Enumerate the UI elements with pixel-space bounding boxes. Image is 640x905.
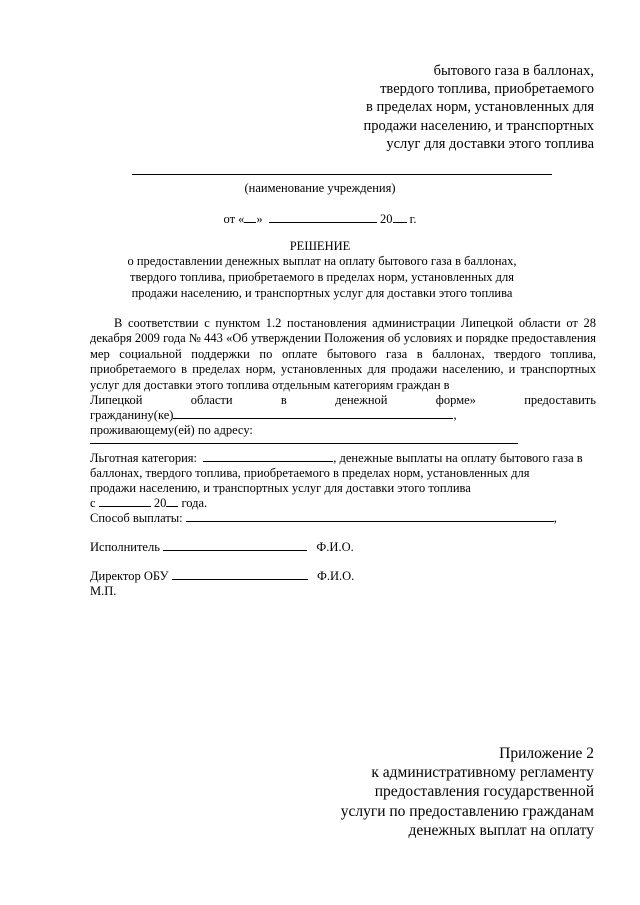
- date-prefix: от «: [223, 212, 245, 226]
- header-line: в пределах норм, установленных для: [366, 99, 594, 116]
- decision-subtitle: о предоставлении денежных выплат на оплату бытового газа в баллонах, твердого топлива, приобретаемого в пределах норм, установленных для продажи населению, и транспортных услуг для доставки этого топлива: [127, 254, 517, 300]
- category-text-2: баллонах, твердого топлива, приобретаемого в пределах норм, установленных для: [90, 466, 530, 480]
- citizen-line: гражданину(ке) ,: [90, 408, 457, 422]
- appendix-line: к административному регламенту: [371, 764, 594, 782]
- payment-line: Способ выплаты: ,: [90, 511, 557, 525]
- executor-label: Исполнитель: [90, 540, 160, 554]
- director-signature-field[interactable]: [172, 579, 308, 580]
- from-year-field[interactable]: [166, 506, 178, 507]
- month-blank: [269, 211, 377, 223]
- word: предоставить: [524, 393, 596, 407]
- from-year: 20: [153, 496, 167, 510]
- payment-label: Способ выплаты:: [90, 511, 183, 525]
- date-suffix: г.: [409, 212, 417, 226]
- executor-line: [90, 540, 596, 555]
- citizen-field[interactable]: [173, 418, 453, 419]
- citizen-label: гражданину(ке): [90, 408, 174, 422]
- appendix-line: Приложение 2: [499, 745, 594, 762]
- seal-mark: М.П.: [90, 584, 117, 598]
- date-mid: »: [256, 212, 263, 226]
- director-name: Ф.И.О.: [316, 569, 355, 583]
- year-prefix: 20: [380, 212, 393, 226]
- from-date-line: [90, 496, 596, 511]
- category-text-3: продажи населению, и транспортных услуг для доставки этого топлива: [90, 481, 471, 495]
- word: форме»: [435, 393, 476, 407]
- word: Липецкой: [90, 393, 143, 407]
- appendix-line: предоставления государственной: [374, 783, 594, 801]
- category-label: Льготная категория:: [90, 451, 198, 465]
- word: денежной: [335, 393, 388, 407]
- executor-signature-field[interactable]: [163, 550, 307, 551]
- executor-name: Ф.И.О.: [316, 540, 354, 554]
- category-field[interactable]: [203, 461, 333, 462]
- category-line: [90, 451, 596, 466]
- header-line: бытового газа в баллонах,: [433, 63, 594, 79]
- main-paragraph: В соответствии с пунктом 1.2 постановления администрации Липецкой области от 28 декабря 2009 года № 443 «Об утверждении Положения об условиях и порядке предоставления мер социальной поддержки по оплате бытового газа в баллонах, твердого топлива, приобретаемого в пределах норм, установленных для продажи населению, и транспортных услуг для доставки этого топлива отдельным категориям граждан в: [90, 316, 596, 392]
- from-date-field[interactable]: [99, 506, 151, 507]
- address-field[interactable]: [90, 443, 518, 444]
- org-caption: (наименование учреждения): [244, 181, 396, 195]
- from-prefix: с: [90, 496, 96, 510]
- year-blank: [393, 211, 407, 223]
- director-line: [90, 569, 596, 584]
- address-label: проживающему(ей) по адресу:: [90, 423, 253, 437]
- appendix-line: услуги по предоставлению гражданам: [340, 802, 594, 820]
- day-blank: [244, 211, 256, 223]
- header-block: [363, 62, 594, 153]
- from-suffix: года.: [181, 496, 208, 510]
- org-name-line: [132, 174, 552, 175]
- category-text: , денежные выплаты на оплату бытового газа в: [333, 451, 583, 465]
- director-label: Директор ОБУ: [90, 569, 169, 583]
- date-line: [0, 211, 640, 227]
- main-paragraph-last-line: [90, 393, 596, 408]
- header-line: услуг для доставки этого топлива: [386, 135, 594, 152]
- word: области: [190, 393, 233, 407]
- appendix-line: денежных выплат на оплату: [408, 821, 594, 839]
- decision-title: РЕШЕНИЕ: [289, 239, 351, 253]
- appendix-block: [341, 744, 594, 840]
- word: в: [280, 393, 287, 407]
- header-line: твердого топлива, приобретаемого: [380, 81, 594, 98]
- header-line: продажи населению, и транспортных: [363, 117, 594, 134]
- payment-field[interactable]: [186, 521, 554, 522]
